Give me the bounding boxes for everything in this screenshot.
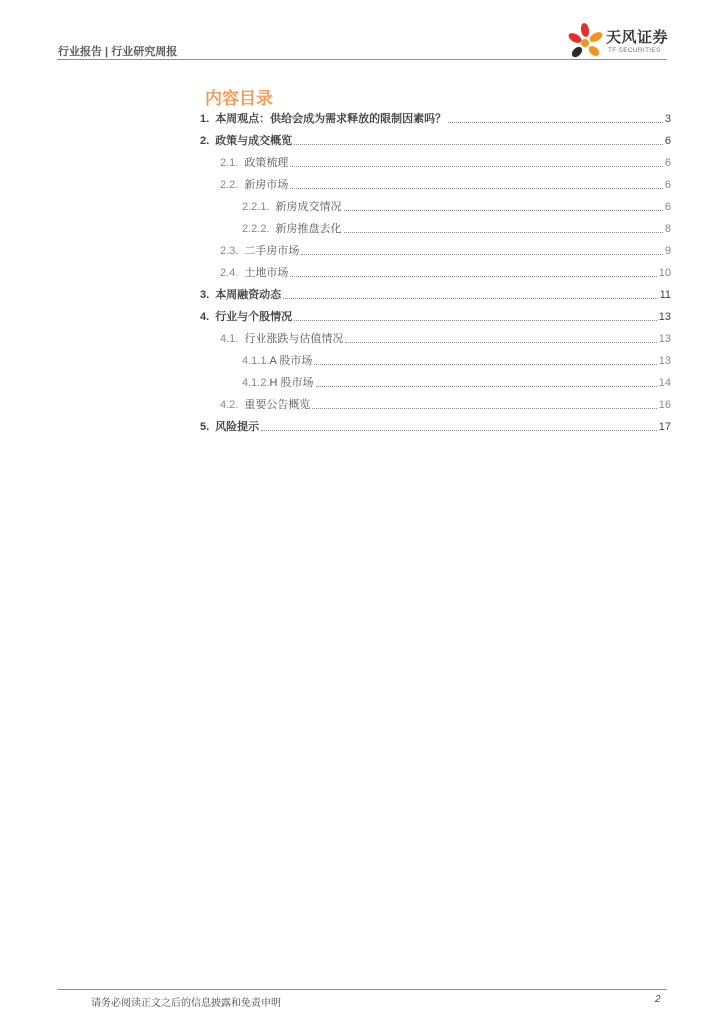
toc-entry-page: 6 [664,157,671,169]
toc-entry-number: 1. [200,113,210,125]
toc-entry-number: 2.4. [220,267,239,279]
toc-leader-dots [290,166,663,167]
toc-entry-text: A 股市场 [269,355,313,367]
toc-leader-dots [344,232,663,233]
logo-name-en: TF SECURITIES [608,47,661,54]
toc-entry-number: 2. [200,135,210,147]
toc-entry-text: 本周观点：供给会成为需求释放的限制因素吗？ [215,113,447,125]
toc-entry[interactable] [200,352,671,368]
toc-entry-number: 4.1.1. [242,355,270,367]
toc-entry[interactable] [200,132,671,148]
toc-entry-page: 13 [658,355,671,367]
toc-entry-text: 行业涨跌与估值情况 [244,333,344,345]
toc-leader-dots [294,144,663,145]
toc-entry[interactable] [200,110,671,126]
toc-entry-text: 新房市场 [244,179,289,191]
toc-entry-page: 6 [664,201,671,213]
toc-entry-page: 6 [664,135,671,147]
footer-disclaimer: 请务必阅读正文之后的信息披露和免责申明 [91,998,281,1009]
toc-leader-dots [448,122,663,123]
toc-leader-dots [312,408,656,409]
toc-leader-dots [290,276,656,277]
toc-entry[interactable] [200,220,671,236]
toc-entry-page: 13 [658,333,671,345]
toc-entry[interactable] [200,330,671,346]
toc-entry-text: 政策梳理 [244,157,289,169]
toc-leader-dots [301,254,663,255]
logo-name-cn: 天风证券 [606,29,669,46]
toc-entry-text: 行业与个股情况 [215,311,293,323]
toc-entry-number: 4. [200,311,210,323]
toc-entry-text: 土地市场 [244,267,289,279]
toc-leader-dots [290,188,663,189]
toc-leader-dots [345,342,656,343]
toc-leader-dots [261,430,657,431]
toc-entry-page: 11 [659,289,671,301]
toc-entry[interactable] [200,242,671,258]
toc-entry-number: 4.1.2. [242,377,270,389]
toc-leader-dots [283,298,657,299]
toc-entry-text: 新房成交情况 [275,201,342,213]
toc-entry-page: 17 [658,421,671,433]
toc-leader-dots [314,364,656,365]
toc-entry-page: 6 [664,179,671,191]
toc-entry[interactable] [200,396,671,412]
toc-entry-number: 2.1. [220,157,239,169]
toc-entry-text: 新房推盘去化 [275,223,342,235]
toc-entry-number: 4.1. [220,333,239,345]
toc-entry[interactable] [200,176,671,192]
toc-leader-dots [344,210,663,211]
toc-entry[interactable] [200,308,671,324]
toc-entry-text: 二手房市场 [244,245,300,257]
toc-entry-page: 13 [658,311,671,323]
toc-title: 内容目录 [205,89,273,108]
toc-entry-page: 8 [664,223,671,235]
toc-entry-number: 2.2.2. [242,223,270,235]
toc-entry-text: 风险提示 [215,421,260,433]
report-category-label: 行业报告 | 行业研究周报 [58,46,178,58]
toc-entry-number: 5. [200,421,210,433]
toc-entry[interactable] [200,418,671,434]
toc-entry-text: 政策与成交概览 [215,135,293,147]
toc-entry[interactable] [200,264,671,280]
page-number: 2 [655,994,661,1005]
toc-entry-number: 2.3. [220,245,239,257]
toc-leader-dots [316,386,657,387]
toc-entry[interactable] [200,286,671,302]
toc-entry[interactable] [200,198,671,214]
toc-entry-text: H 股市场 [269,377,314,389]
toc-entry-page: 9 [664,245,671,257]
toc-entry[interactable] [200,374,671,390]
toc-entry-number: 4.2. [220,399,239,411]
toc-entry-page: 16 [658,399,671,411]
toc-entry-number: 2.2. [220,179,239,191]
toc-entry-text: 重要公告概览 [244,399,311,411]
toc-entry-number: 2.2.1. [242,201,270,213]
footer-divider [57,989,667,990]
toc-entry-page: 3 [664,113,671,125]
toc-entry-page: 10 [658,267,671,279]
toc-entry-number: 3. [200,289,210,301]
company-logo [568,22,678,62]
toc-entry[interactable] [200,154,671,170]
toc-entry-text: 本周融资动态 [215,289,282,301]
flower-logo-icon [568,22,604,62]
toc-leader-dots [294,320,657,321]
toc-entry-page: 14 [658,377,671,389]
